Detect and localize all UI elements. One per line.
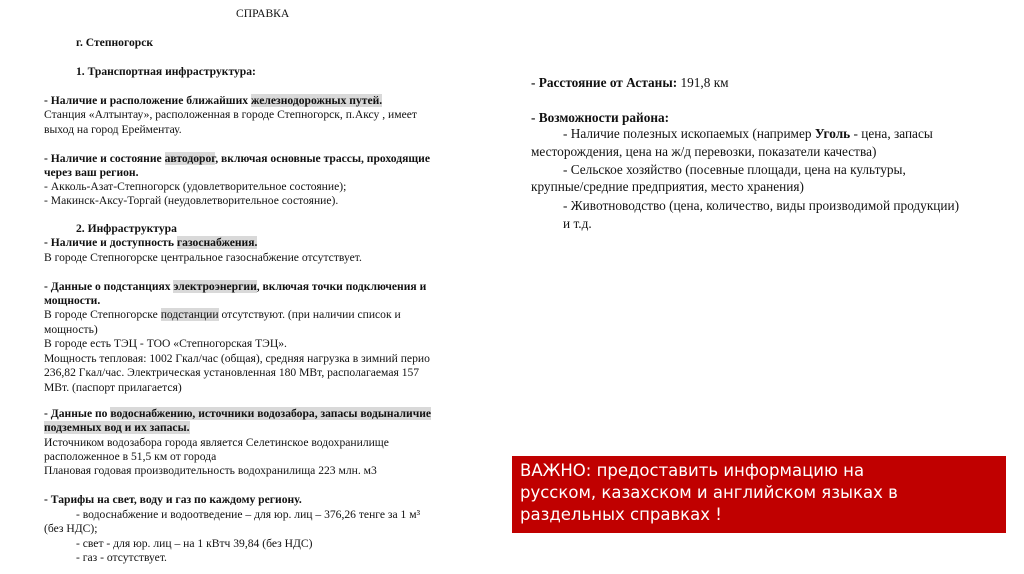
text-line xyxy=(44,337,287,351)
text-line xyxy=(44,522,97,536)
text-line xyxy=(76,36,153,50)
text: В городе Степногорске xyxy=(44,308,161,321)
text: выход на город Ерейментау. xyxy=(44,123,182,136)
bold-text: , включая основные трассы, проходящие xyxy=(215,152,430,165)
text-line xyxy=(44,464,377,478)
text: СПРАВКА xyxy=(236,7,290,20)
text: - свет - для юр. лиц – на 1 кВтч 39,84 (без НДС) xyxy=(76,537,313,550)
text: отсутствуют. (при наличии список и xyxy=(218,308,401,321)
text: - Животноводство (цена, количество, виды производимой продукции) xyxy=(563,198,960,213)
text-line xyxy=(44,123,182,137)
text-line xyxy=(44,366,419,380)
bold-text: - Наличие и состояние xyxy=(44,152,165,165)
text-line xyxy=(44,308,401,322)
text: Мощность тепловая: 1002 Гкал/час (общая), средняя нагрузка в зимний перио xyxy=(44,352,430,365)
text-line xyxy=(44,180,346,194)
text-line xyxy=(563,216,592,232)
text-line xyxy=(531,75,729,91)
highlighted-text: подстанции xyxy=(160,308,219,321)
highlighted-text: водоснабжению, источники водозабора, запасы водыналичие xyxy=(110,407,432,420)
text: Плановая годовая производительность водохранилища 223 млн. м3 xyxy=(44,464,377,477)
text: Источником водозабора города является Селетинское водохранилище xyxy=(44,436,389,449)
text-line xyxy=(44,236,257,250)
text: 191,8 км xyxy=(680,75,729,90)
text: - Акколь-Азат-Степногорск (удовлетворительное состояние); xyxy=(44,180,347,193)
text: (без НДС); xyxy=(44,522,98,535)
text-line xyxy=(76,65,256,79)
bold-text: - Данные по xyxy=(44,407,111,420)
highlighted-text: электроэнергии xyxy=(173,280,257,293)
text-line xyxy=(44,108,417,122)
text-line xyxy=(563,162,906,178)
notice-line: русском, казахском и английском языках в xyxy=(520,483,898,502)
text: месторождения, цена на ж/д перевозки, показатели качества) xyxy=(531,144,877,159)
text-line xyxy=(531,144,876,160)
notice-line: ВАЖНО: предоставить информацию на xyxy=(520,461,865,480)
bold-text: 2. Инфраструктура xyxy=(76,222,177,235)
bold-text: - Тарифы на свет, воду и газ по каждому региону. xyxy=(44,493,302,506)
text: - водоснабжение и водоотведение – для юр. лиц – 376,26 тенге за 1 м³ xyxy=(76,508,421,521)
text: расположенное в 51,5 км от города xyxy=(44,450,217,463)
text-line xyxy=(44,280,426,294)
bold-text: мощности. xyxy=(44,294,101,307)
important-notice-box xyxy=(512,456,1006,533)
bold-text: - Расстояние от Астаны: xyxy=(531,75,681,90)
text-line xyxy=(44,493,302,507)
highlighted-text: автодорог xyxy=(164,152,216,165)
text: В городе Степногорске центральное газоснабжение отсутствует. xyxy=(44,251,362,264)
text-line xyxy=(563,126,933,142)
bold-text: г. Степногорск xyxy=(76,36,154,49)
text-line xyxy=(44,251,362,265)
bold-text: - Наличие и доступность xyxy=(44,236,177,249)
bold-text: , включая точки подключения и xyxy=(256,280,427,293)
text-line xyxy=(76,508,420,522)
text-line xyxy=(236,7,289,21)
bold-text: через ваш регион. xyxy=(44,166,139,179)
text: - цена, запасы xyxy=(850,126,933,141)
bold-text: - Данные о подстанциях xyxy=(44,280,174,293)
text-line xyxy=(44,94,382,108)
text-line xyxy=(531,110,669,126)
text: и т.д. xyxy=(563,216,592,231)
text-line xyxy=(76,537,312,551)
text: МВт. (паспорт прилагается) xyxy=(44,381,182,394)
text-line xyxy=(76,222,177,236)
text: - Наличие полезных ископаемых (например xyxy=(563,126,815,141)
text-line xyxy=(44,381,182,395)
text-line xyxy=(76,551,167,565)
text: - Макинск-Аксу-Торгай (неудовлетворительное состояние). xyxy=(44,194,339,207)
text-line xyxy=(44,421,190,435)
text: - Сельское хозяйство (посевные площади, цена на культуры, xyxy=(563,162,906,177)
text: 236,82 Гкал/час. Электрическая установленная 180 МВт, располагаемая 157 xyxy=(44,366,420,379)
highlighted-text: железнодорожных путей. xyxy=(250,94,383,107)
text-line xyxy=(44,407,431,421)
text-line xyxy=(44,294,100,308)
text-line xyxy=(563,198,959,214)
text-line xyxy=(531,179,804,195)
bold-text: 1. Транспортная инфраструктура: xyxy=(76,65,256,78)
bold-text: - Возможности района: xyxy=(531,110,670,125)
text: мощность) xyxy=(44,323,98,336)
text-line xyxy=(44,352,430,366)
text: В городе есть ТЭЦ - ТОО «Степногорская ТЭЦ». xyxy=(44,337,287,350)
text-line xyxy=(44,323,98,337)
highlighted-text: газоснабжения. xyxy=(176,236,258,249)
text-line xyxy=(44,152,430,166)
bold-text: - Наличие и расположение ближайших xyxy=(44,94,251,107)
bold-text: Уголь xyxy=(814,126,851,141)
text: - газ - отсутствует. xyxy=(76,551,167,564)
highlighted-text: подземных вод и их запасы. xyxy=(44,421,190,434)
text-line xyxy=(44,194,338,208)
notice-line: раздельных справках ! xyxy=(520,505,722,524)
text: Станция «Алтынтау», расположенная в городе Степногорск, п.Аксу , имеет xyxy=(44,108,417,121)
text-line xyxy=(44,450,216,464)
text-line xyxy=(44,436,389,450)
text: крупные/средние предприятия, место хранения) xyxy=(531,179,804,194)
text-line xyxy=(44,166,139,180)
